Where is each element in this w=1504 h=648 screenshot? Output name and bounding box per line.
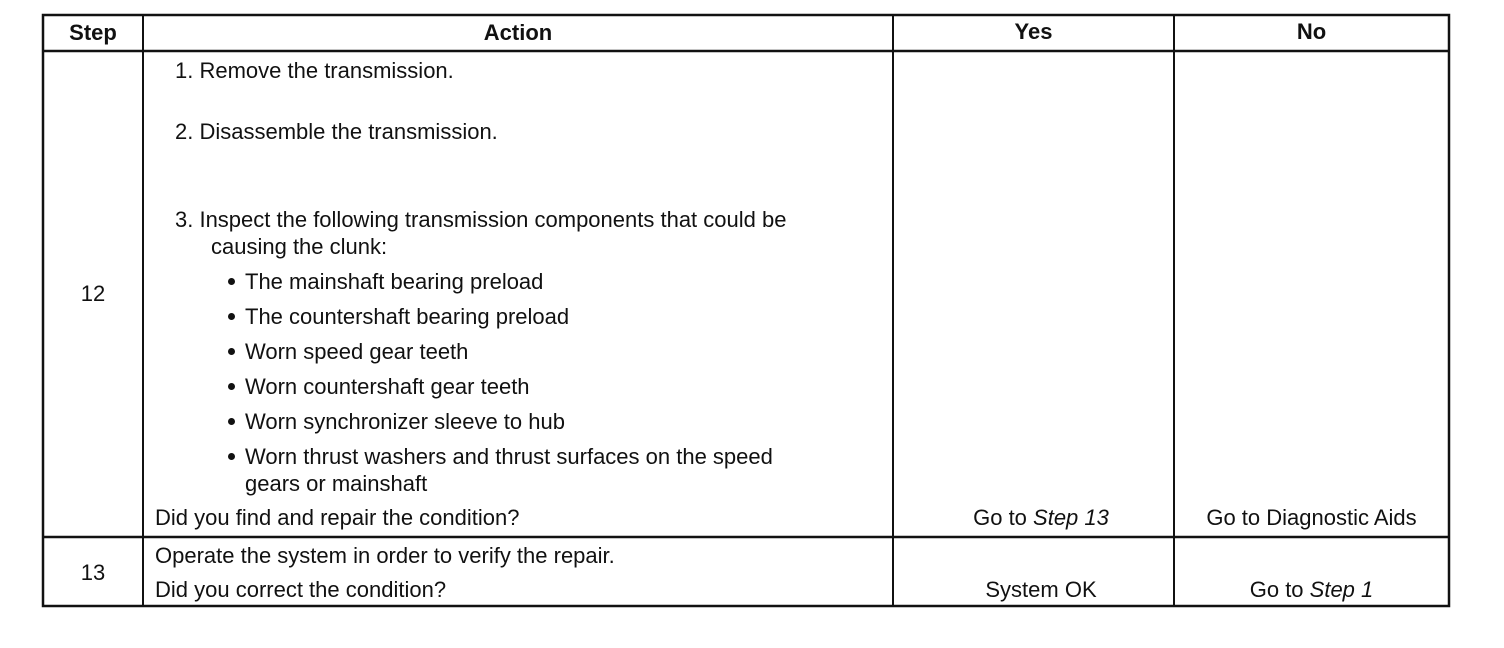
no-result-prefix: Go to bbox=[1249, 577, 1310, 602]
bullet-icon bbox=[228, 418, 235, 425]
step-number: 12 bbox=[80, 281, 106, 306]
bullet-item-continuation: gears or mainshaft bbox=[245, 471, 428, 496]
action-item: 1. Remove the transmission. bbox=[175, 58, 454, 83]
bullet-icon bbox=[228, 348, 235, 355]
action-item-continuation: causing the clunk: bbox=[211, 234, 388, 259]
header-step: Step bbox=[69, 20, 117, 45]
yes-result-prefix: Go to bbox=[973, 505, 1034, 530]
question-text: Did you find and repair the condition? bbox=[155, 505, 520, 530]
step-link[interactable]: Step 1 bbox=[1309, 577, 1374, 602]
bullet-icon bbox=[228, 278, 235, 285]
yes-result: System OK bbox=[985, 577, 1097, 602]
bullet-item: The countershaft bearing preload bbox=[245, 304, 570, 329]
action-item: 2. Disassemble the transmission. bbox=[175, 119, 498, 144]
bullet-item: Worn synchronizer sleeve to hub bbox=[245, 409, 565, 434]
bullet-icon bbox=[228, 453, 235, 460]
bullet-item: Worn countershaft gear teeth bbox=[245, 374, 530, 399]
no-result: Go to Diagnostic Aids bbox=[1206, 505, 1417, 530]
header-yes: Yes bbox=[1014, 19, 1053, 44]
header-no: No bbox=[1296, 19, 1327, 44]
yes-result bbox=[893, 505, 1189, 531]
no-result bbox=[1174, 577, 1449, 603]
bullet-icon bbox=[228, 383, 235, 390]
action-text: Operate the system in order to verify the repair. bbox=[155, 543, 615, 568]
bullet-item: Worn speed gear teeth bbox=[245, 339, 469, 364]
bullet-item: The mainshaft bearing preload bbox=[245, 269, 544, 294]
step-link[interactable]: Step 13 bbox=[1033, 505, 1109, 530]
step-number: 13 bbox=[80, 560, 106, 585]
header-action: Action bbox=[483, 20, 553, 45]
bullet-icon bbox=[228, 313, 235, 320]
question-text: Did you correct the condition? bbox=[155, 577, 447, 602]
action-item: 3. Inspect the following transmission components that could be bbox=[175, 207, 787, 232]
bullet-item: Worn thrust washers and thrust surfaces on the speed bbox=[245, 444, 773, 469]
